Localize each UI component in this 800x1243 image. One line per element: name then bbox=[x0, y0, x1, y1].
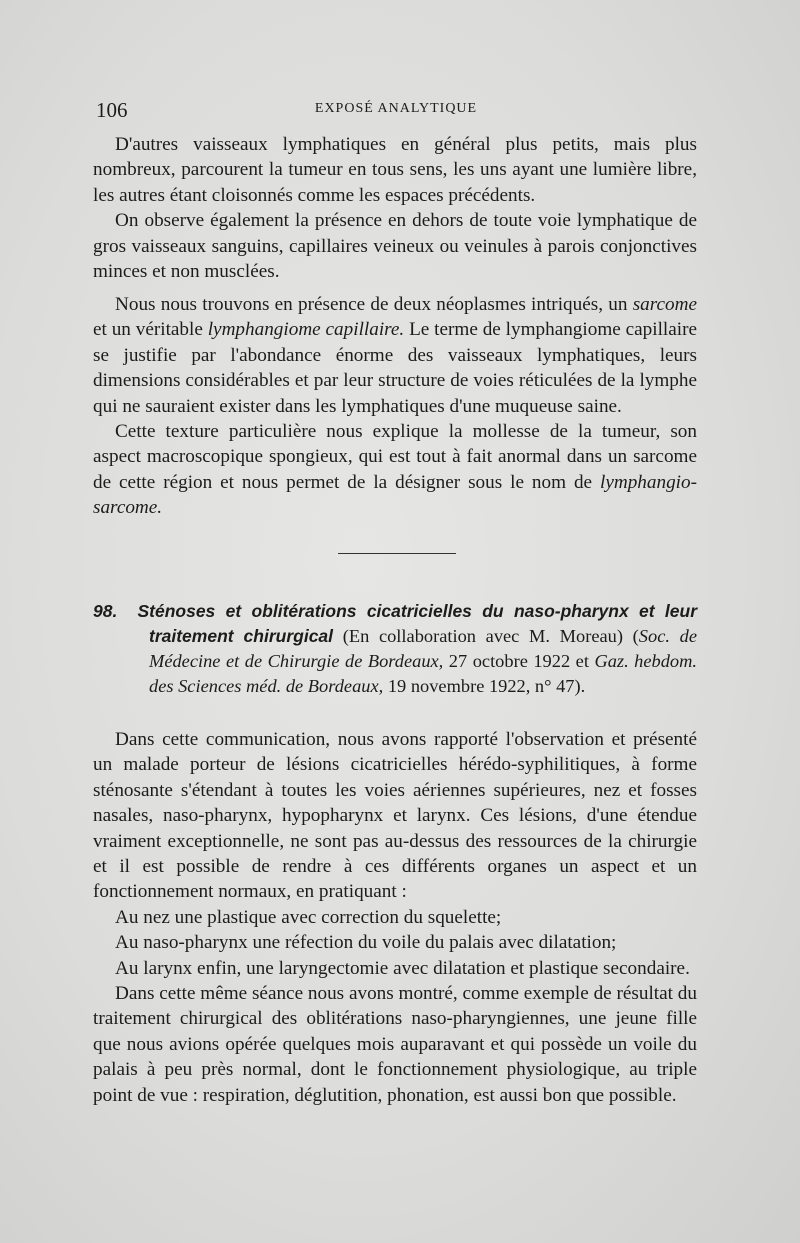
journal-name: Soc. de Médecine et de Chirurgie de Bordeaux, bbox=[149, 626, 697, 671]
paragraph: On observe également la présence en dehors de toute voie lymphatique de gros vaisseaux sanguins, capillaires veineux ou veinules à parois conjonctives minces et non musclées. bbox=[93, 210, 697, 283]
entry-number: 98. bbox=[93, 601, 118, 621]
paragraph: Dans cette communication, nous avons rapporté l'observation et présenté un malade porteur de lésions cicatricielles hérédo-syphilitiques, à forme sténosante s'étendant à toutes les voies aériennes supérieures, nez et fosses nasales, naso-pharynx, hypopharynx et larynx. Ces lésions, d'une étendue vraiment exceptionnelle, ne sont pas au-dessus des ressources de la chirurgie et il est possible de rendre à ces différents organes un aspect et un fonctionnement normaux, en pratiquant : bbox=[93, 729, 697, 903]
paragraph: Cette texture particulière nous explique la mollesse de la tumeur, son aspect macroscopique spongieux, qui est tout à fait anormal dans un sarcome de cette région et nous permet de la désigner sous le nom de lymphangio-sarcome. bbox=[93, 421, 697, 519]
list-item: Au naso-pharynx une réfection du voile du palais avec dilatation; bbox=[115, 932, 617, 954]
diagnosis-text bbox=[93, 292, 697, 521]
paragraph: D'autres vaisseaux lymphatiques en général plus petits, mais plus nombreux, parcourent la tumeur en tous sens, les uns ayant une lumière libre, les autres étant cloisonnés comme les espaces précédents. bbox=[93, 134, 697, 206]
entry-98 bbox=[93, 599, 697, 699]
list-item: Au nez une plastique avec correction du squelette; bbox=[115, 906, 502, 928]
page-number: 106 bbox=[96, 98, 128, 122]
entry-title: Sténoses et oblitérations cicatricielles du naso-pharynx et leur traitement chirurgical bbox=[137, 601, 698, 646]
communication-text bbox=[93, 727, 697, 1108]
paragraph: Dans cette même séance nous avons montré, comme exemple de résultat du traitement chirurgical des oblitérations naso-pharyngiennes, une jeune fille que nous avions opérée quelques mois auparavant et qui possède un voile du palais à peu près normal, dont le fonctionnement physiologique, au triple point de vue : respiration, déglutition, phonation, est aussi bon que possible. bbox=[93, 983, 697, 1106]
journal-name: Gaz. hebdom. des Sciences méd. de Bordeaux, bbox=[149, 651, 698, 696]
running-head: EXPOSÉ ANALYTIQUE bbox=[314, 101, 478, 116]
histology-text bbox=[93, 132, 697, 284]
section-divider bbox=[338, 553, 456, 554]
list-item: Au larynx enfin, une laryngectomie avec dilatation et plastique secondaire. bbox=[115, 957, 690, 979]
entry-heading: 98. Sténoses et oblitérations cicatricielles du naso-pharynx et leur traitement chirurgical (En collaboration avec M. Moreau) (Soc. de Médecine et de Chirurgie de Bordeaux, 27 octobre 1922 et Gaz. hebdom. des Sciences méd. de Bordeaux, 19 novembre 1922, n° 47). bbox=[93, 601, 698, 696]
paragraph: Nous nous trouvons en présence de deux néoplasmes intriqués, un sarcome et un véritable lymphangiome capillaire. Le terme de lymphangiome capillaire se justifie par l'abondance énorme des vaisseaux lymphatiques, leurs dimensions considérables et par leur structure de voies réticulées de la lymphe qui ne sauraient exister dans les lymphatiques d'une muqueuse saine. bbox=[93, 294, 697, 417]
page-header bbox=[96, 98, 696, 122]
